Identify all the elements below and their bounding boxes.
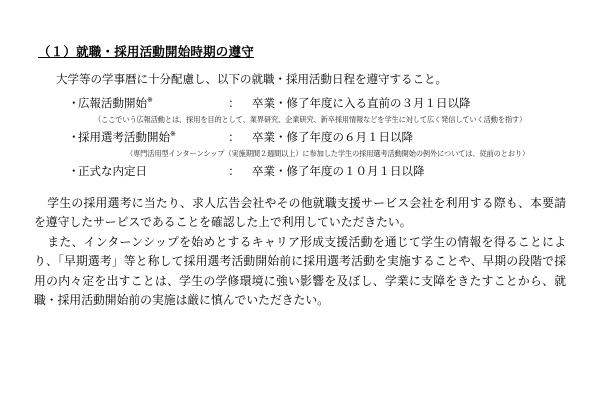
schedule-label-text: 正式な内定日 (78, 166, 147, 179)
list-item (34, 130, 566, 159)
schedule-label (78, 130, 216, 148)
list-item (34, 96, 566, 125)
schedule-label-text: 広報活動開始 (78, 97, 147, 110)
schedule-row (68, 130, 566, 148)
page-title: （１）就職・採用活動開始時期の遵守 (38, 45, 254, 59)
schedule-list (34, 96, 566, 182)
schedule-label (78, 96, 216, 114)
schedule-colon: ： (228, 97, 240, 110)
bullet-marker: ・ (68, 166, 80, 179)
list-item (34, 164, 566, 182)
paragraph (34, 194, 566, 232)
lead-paragraph: 大学等の学事暦に十分配慮し、以下の就職・採用活動日程を遵守すること。 (56, 73, 447, 86)
schedule-value: 卒業・修了年度の１０月１日以降 (252, 166, 425, 179)
schedule-colon: ： (228, 132, 240, 144)
paragraph-text: また、インターンシップを始めとするキャリア形成支援活動を通じて学生の情報を得ることにより、「早期選考」等と称して採用選考活動開始前に採用選考活動を実施することや、早期の段階で採用の内々定を出すことは、学生の学修環境に強い影響を及ぼし、学業に支障をきたすことから、就職・採用活動開始前の実施は厳に慎んでいただきたい。 (34, 235, 566, 307)
bullet-marker: ・ (68, 132, 80, 144)
schedule-value: 卒業・修了年度の６月１日以降 (252, 132, 413, 144)
bullet-marker: ・ (68, 97, 80, 110)
schedule-label (78, 164, 216, 182)
schedule-note: （ここでいう広報活動とは、採用を目的として、業界研究、企業研究、新卒採用情報などを学生に対して広く発信していく活動を指す） (94, 115, 527, 124)
schedule-label-superscript: ※ (170, 130, 176, 139)
schedule-value: 卒業・修了年度に入る直前の３月１日以降 (252, 97, 471, 110)
schedule-label-superscript: ※ (147, 95, 153, 104)
schedule-row (68, 96, 566, 114)
schedule-row (68, 164, 566, 182)
paragraph-text: 学生の採用選考に当たり、求人広告会社やその他就職支援サービス会社を利用する際も、本要請を遵守したサービスであることを確認した上で利用していただきたい。 (34, 196, 566, 230)
body-text (34, 194, 566, 310)
paragraph (34, 233, 566, 309)
schedule-note: （専門活用型インターンシップ（実施期間２週間以上）に参加した学生の採用選考活動開始の例外については、従前のとおり） (126, 149, 530, 158)
schedule-label-text: 採用選考活動開始 (78, 132, 170, 144)
schedule-colon: ： (228, 166, 240, 179)
